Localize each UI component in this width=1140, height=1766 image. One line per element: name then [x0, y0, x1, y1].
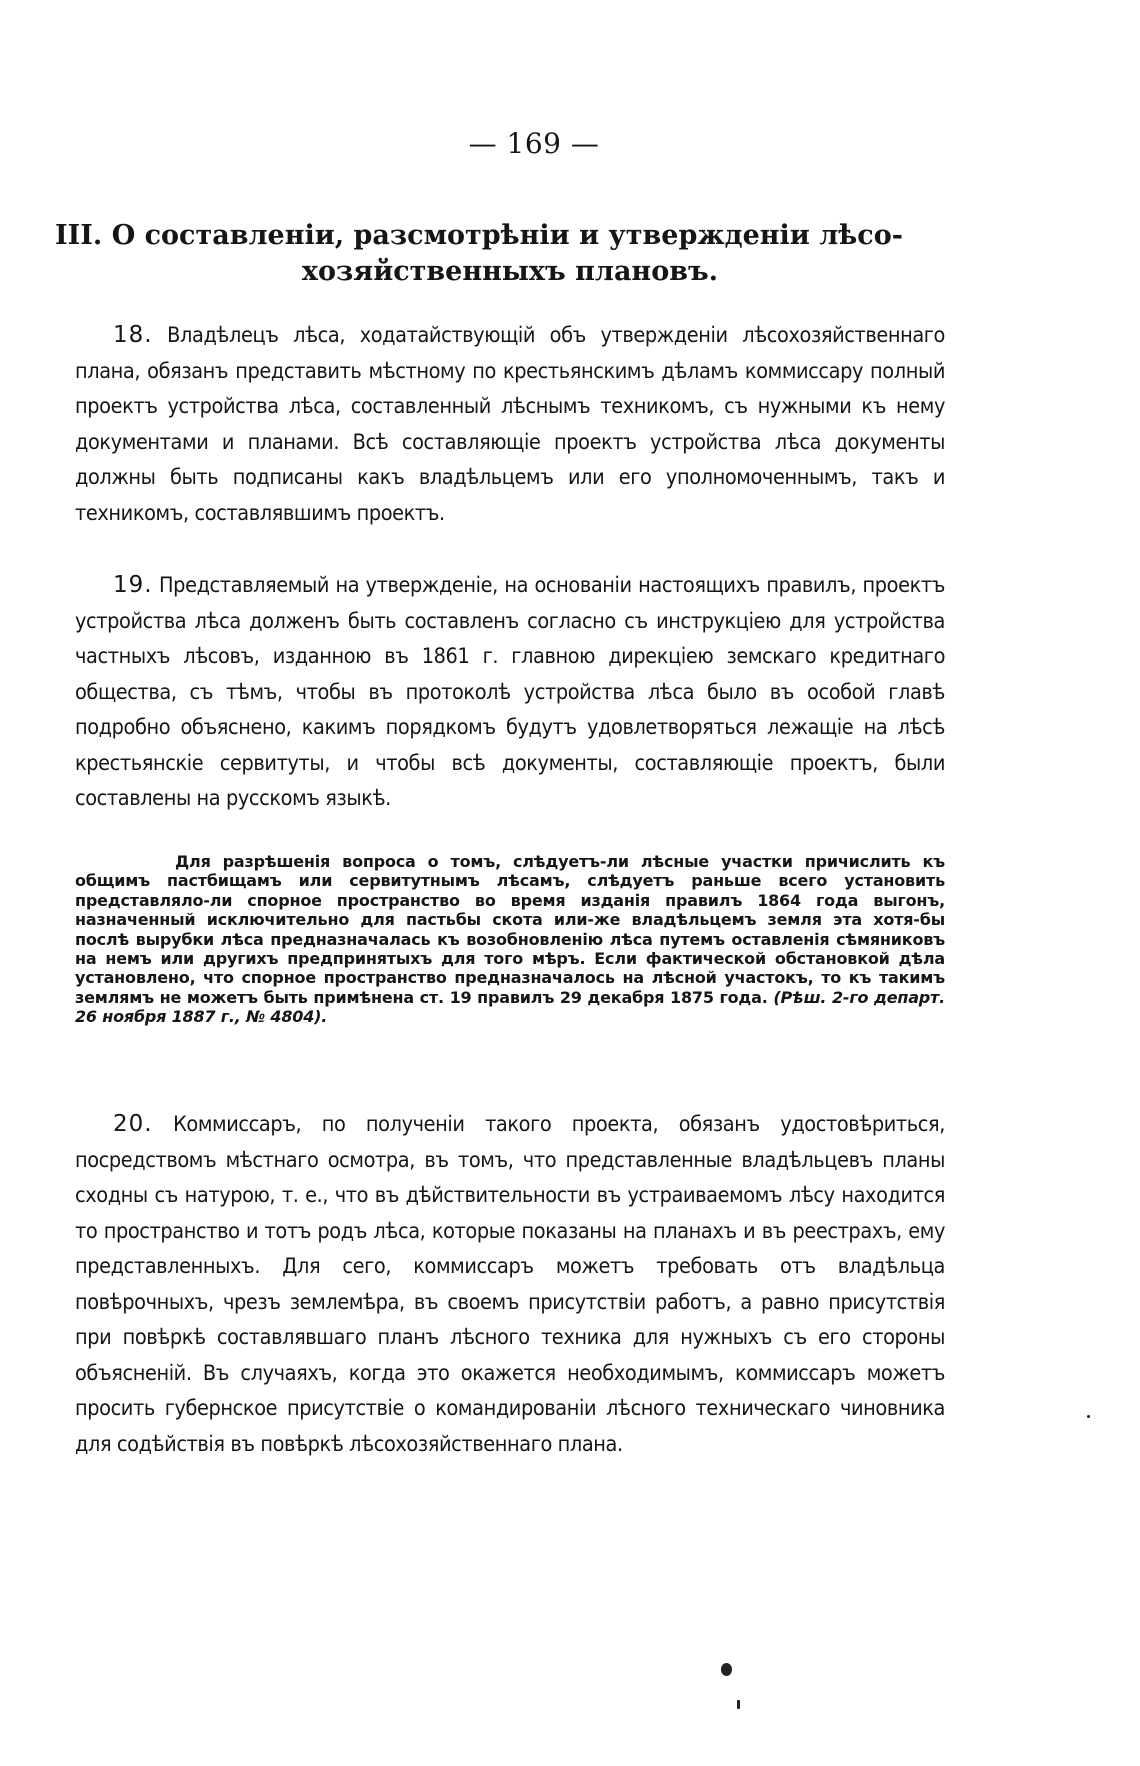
paragraph-text: Коммиссаръ, по полученіи такого проекта, обязанъ удостовѣриться, посредствомъ мѣстнаго осмотра, въ томъ, что представленные владѣльцевъ планы сходны съ натурою, т. е., что въ дѣйствительности въ устраиваемомъ лѣсу находится то пространство и тотъ родъ лѣса, которые показаны на планахъ и въ реестрахъ, ему представленныхъ. Для сего, коммиссаръ можетъ требовать отъ владѣльца повѣрочныхъ, чрезъ землемѣра, въ своемъ присутствіи работъ, а равно присутствія при повѣркѣ составлявшаго планъ лѣсного техника для нужныхъ съ его стороны объясненій. Въ случаяхъ, когда это окажется необходимымъ, коммиссаръ можетъ просить губернское присутствіе о командированіи лѣсного техническаго чиновника для содѣйствія въ повѣркѣ лѣсохозяйственнаго плана. [75, 1112, 945, 1457]
paragraph-number: 20. [113, 1111, 153, 1137]
paragraph-text: Представляемый на утвержденіе, на основаніи настоящихъ правилъ, проектъ устройства лѣса долженъ быть составленъ согласно съ инструкціею для устройства частныхъ лѣсовъ, изданною въ 1861 г. главною дирекціею земскаго кредитнаго общества, съ тѣмъ, чтобы въ протоколѣ устройства лѣса было въ особой главѣ подробно объяснено, какимъ порядкомъ будутъ удовлетворяться лежащіе на лѣсѣ крестьянскіе сервитуты, и чтобы всѣ документы, составляющіе проектъ, были составлены на русскомъ языкѣ. [75, 573, 945, 811]
ink-speck [737, 1700, 740, 1709]
paragraph-20 [75, 1107, 945, 1462]
case-note [75, 852, 945, 1027]
heading-line-2: хозяйственныхъ плановъ. [301, 256, 719, 287]
paragraph-number: 18. [113, 322, 153, 348]
ink-speck [721, 1663, 732, 1676]
ink-speck [1087, 1415, 1090, 1418]
page-number: — 169 — [468, 127, 600, 160]
paragraph-text: Владѣлецъ лѣса, ходатайствующій объ утвержденіи лѣсохозяйственнаго плана, обязанъ представить мѣстному по крестьянскимъ дѣламъ коммиссару полный проектъ устройства лѣса, составленный лѣснымъ техникомъ, съ нужными къ нему документами и планами. Всѣ составляющіе проектъ устройства лѣса документы должны быть подписаны какъ владѣльцемъ или его уполномоченнымъ, такъ и техникомъ, составлявшимъ проектъ. [75, 323, 945, 526]
note-text: Для разрѣшенія вопроса о томъ, слѣдуетъ-ли лѣсные участки причислить къ общимъ пастбищамъ или сервитутнымъ лѣсамъ, слѣдуетъ раньше всего установить представляло-ли спорное пространство во время изданія правилъ 1864 года выгонъ, назначенный исключительно для пастьбы скота или-же владѣльцемъ земля эта хотя-бы послѣ вырубки лѣса предназначалась къ возобновленію лѣса путемъ оставленія сѣмяниковъ на немъ или другихъ предпринятыхъ для того мѣръ. Если фактической обстановкой дѣла установлено, что спорное пространство предназначалось на лѣсной участокъ, то къ такимъ землямъ не можетъ быть примѣнена ст. 19 правилъ 29 декабря 1875 года. [75, 852, 945, 1007]
paragraph-18 [75, 318, 945, 531]
note-citation: (Рѣш. 2-го департ. 26 ноября 1887 г., № 4804). [75, 987, 946, 1027]
heading-line-1: III. О составленіи, разсмотрѣніи и утвержденіи лѣсо- [55, 220, 903, 251]
paragraph-19 [75, 568, 945, 817]
section-heading [55, 218, 935, 290]
paragraph-number: 19. [113, 572, 153, 598]
